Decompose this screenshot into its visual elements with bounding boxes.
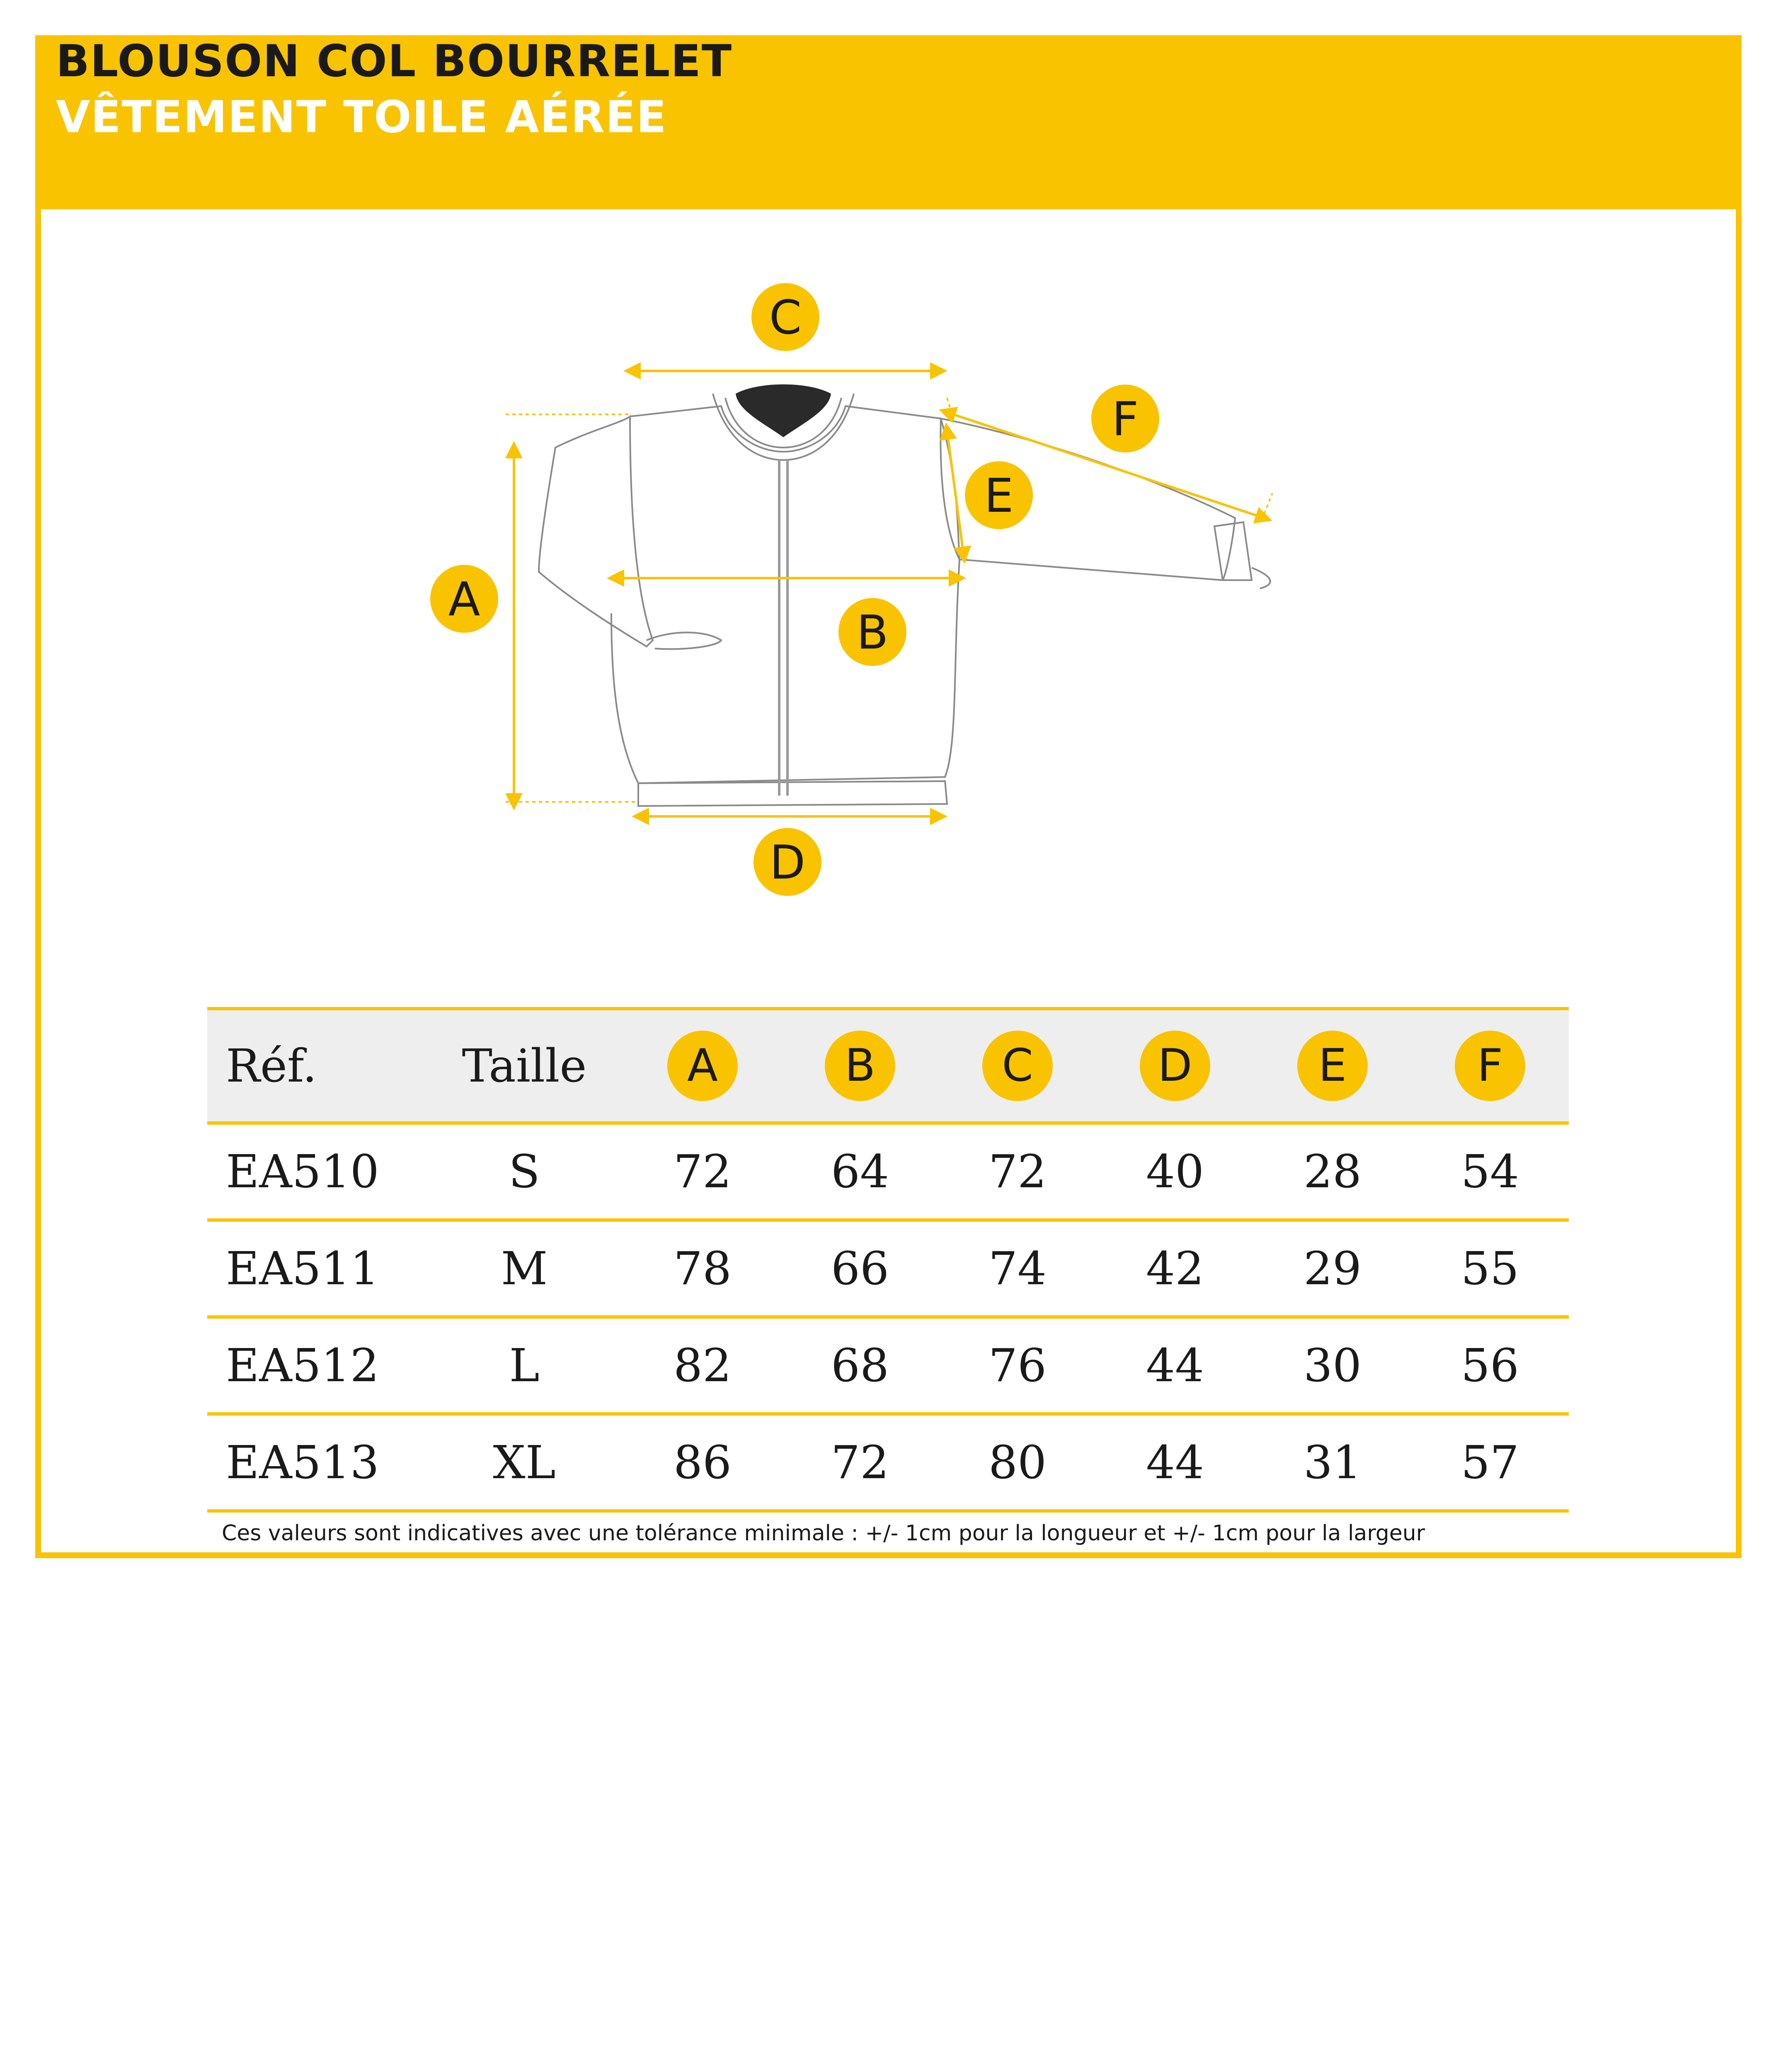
dim-label-f [1091,385,1159,453]
cell-f: 54 [1411,1123,1569,1220]
cell-a: 72 [624,1123,781,1220]
table-row [207,1414,1569,1511]
cell-ref: EA512 [207,1317,425,1414]
table-row [207,1123,1569,1220]
dim-label-a [430,565,498,633]
badge-f: F [1455,1031,1525,1101]
dim-letter-b: B [856,606,889,660]
cell-ref: EA511 [207,1220,425,1317]
dim-label-d [754,828,821,896]
cell-b: 72 [781,1414,939,1511]
cell-ref: EA513 [207,1414,425,1511]
cell-d: 44 [1096,1414,1254,1511]
cell-size: L [425,1317,624,1414]
cell-d: 40 [1096,1123,1254,1220]
table-header-row [207,1009,1569,1123]
cell-e: 28 [1254,1123,1411,1220]
table-row [207,1317,1569,1414]
jacket-diagram [0,0,1776,953]
page-subtitle: VÊTEMENT TOILE AÉRÉE [56,92,667,143]
cell-a: 82 [624,1317,781,1414]
dim-label-c [751,283,819,351]
header-c [939,1009,1096,1123]
cell-f: 57 [1411,1414,1569,1511]
header-a [624,1009,781,1123]
header-b [781,1009,939,1123]
dim-letter-e: E [984,469,1014,523]
collar-opening [736,385,831,438]
cell-d: 44 [1096,1317,1254,1414]
jacket-outline [539,394,1270,806]
dim-letter-a: A [448,573,480,627]
badge-c: C [982,1031,1053,1101]
header-ref: Réf. [207,1009,425,1123]
cell-size: S [425,1123,624,1220]
cell-b: 66 [781,1220,939,1317]
cell-b: 68 [781,1317,939,1414]
badge-b: B [825,1031,895,1101]
cell-e: 30 [1254,1317,1411,1414]
dim-letter-d: D [769,836,806,890]
dim-label-b [838,598,906,666]
tolerance-note: Ces valeurs sont indicatives avec une tolérance minimale : +/- 1cm pour la longueur et +/- 1cm pour la largeur [222,1521,1425,1546]
header-size: Taille [425,1009,624,1123]
cell-c: 72 [939,1123,1096,1220]
size-table [207,1007,1569,1513]
cell-a: 86 [624,1414,781,1511]
cell-e: 29 [1254,1220,1411,1317]
header-e [1254,1009,1411,1123]
cell-e: 31 [1254,1414,1411,1511]
cell-b: 64 [781,1123,939,1220]
page-title: BLOUSON COL BOURRELET [56,36,733,87]
cell-size: M [425,1220,624,1317]
cell-ref: EA510 [207,1123,425,1220]
cell-a: 78 [624,1220,781,1317]
cell-size: XL [425,1414,624,1511]
dim-label-e [965,461,1033,529]
cell-f: 56 [1411,1317,1569,1414]
extension-lines [506,398,1272,802]
dim-line-e [947,431,964,555]
badge-e: E [1297,1031,1368,1101]
cell-d: 42 [1096,1220,1254,1317]
table-row [207,1220,1569,1317]
dim-letter-f: F [1112,392,1139,446]
badge-a: A [667,1031,738,1101]
cell-c: 74 [939,1220,1096,1317]
dim-letter-c: C [769,291,802,345]
cell-c: 76 [939,1317,1096,1414]
header-f [1411,1009,1569,1123]
cell-c: 80 [939,1414,1096,1511]
header-d [1096,1009,1254,1123]
badge-d: D [1140,1031,1210,1101]
cell-f: 55 [1411,1220,1569,1317]
